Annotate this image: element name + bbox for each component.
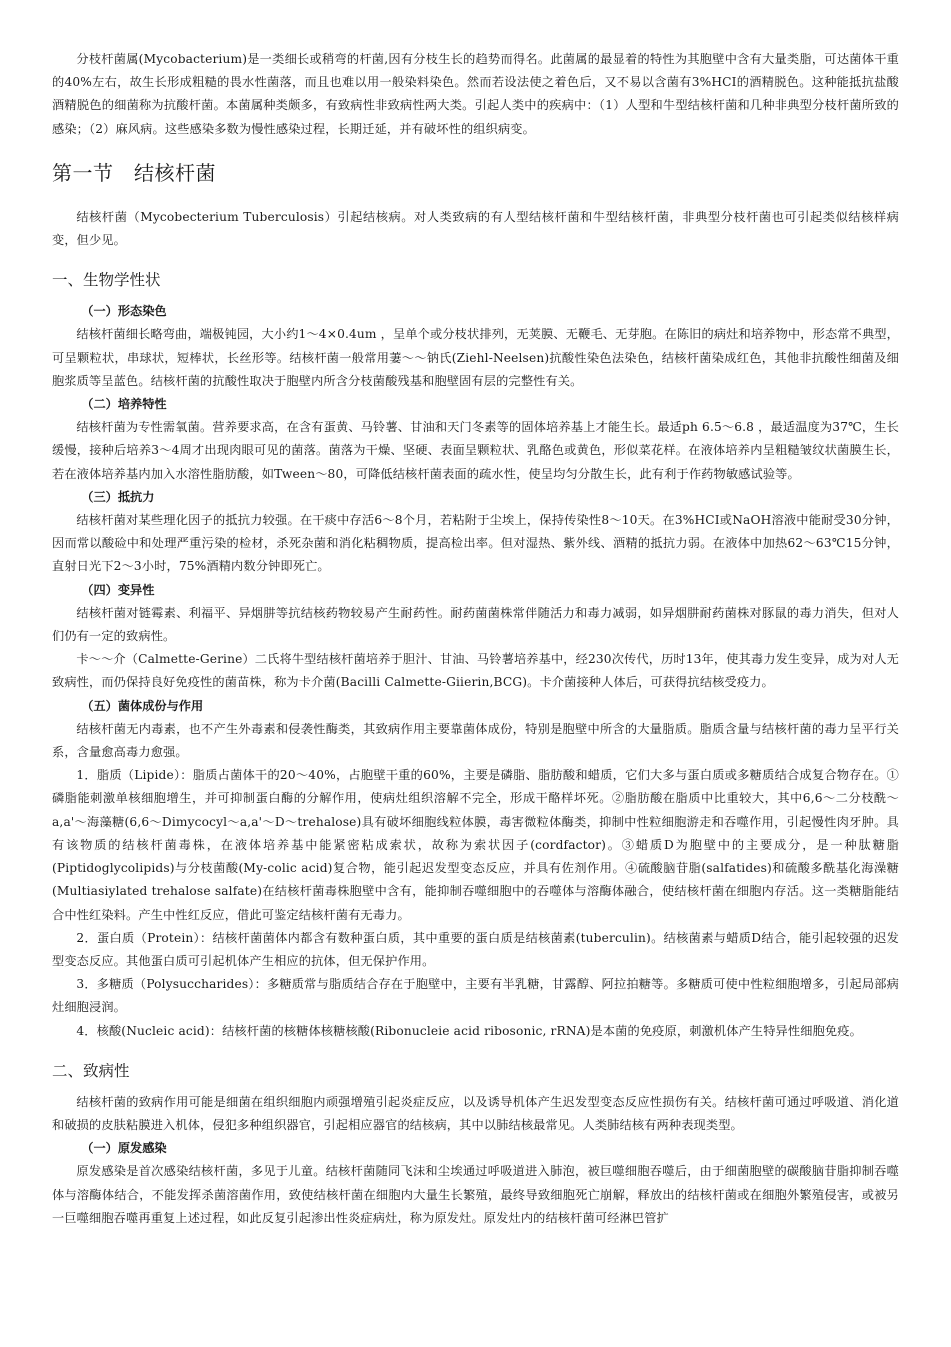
subsection-title-morphology: （一）形态染色 xyxy=(81,304,167,319)
paragraph-components-lipide: 1．脂质（Lipide）：脂质占菌体干的20～40%，占胞壁干重的60%，主要是磷脂、脂肪酸和蜡质，它们大多与蛋白质或多糖质结合成复合物存在。①磷脂能刺激单核细胞增生，并可抑制蛋白酶的分解作用，使病灶组织溶解不完全，形成干酪样坏死。②脂肪酸在脂质中比重较大，其中6,6～二分枝酰～a,a'～海藻糖(6,6～Dimycocyl～a,a'～D～trehalose)具有破坏细胞线粒体膜，毒害微粒体酶类，抑制中性粒细胞游走和吞噬作用，引起慢性肉牙肿。具有该物质的结核杆菌毒株，在液体培养基中能紧密粘成索状，故称为索状因子(cordfactor)。③蜡质D为胞壁中的主要成分，是一种肽糖脂(Piptidoglycolipids)与分枝菌酸(My-colic acid)复合物，能引起迟发型变态反应，并具有佐剂作用。④硫酸脑苷脂(salfatides)和硫酸多酰基化海澡糖(Multiasiylated trehalose salfate)在结核杆菌毒株胞壁中含有，能抑制吞噬细胞中的吞噬体与溶酶体融合，使结核杆菌在细胞内存活。这一类糖脂能结合中性红染料。产生中性红反应，借此可鉴定结核杆菌有无毒力。 xyxy=(52,768,899,922)
paragraph-variation-2: 卡～～介（Calmette-Gerine）二氏将牛型结核杆菌培养于胆汁、甘油、马铃薯培养基中，经230次传代，历时13年，使其毒力发生变异，成为对人无致病性，而仍保持良好免疫性的菌苗株，称为卡介菌(Bacilli Calmette-Giierin,BCG)。卡介菌接种人体后，可获得抗结核受疫力。 xyxy=(52,652,899,690)
paragraph-culture: 结核杆菌为专性需氧菌。营养要求高，在含有蛋黄、马铃薯、甘油和天门冬素等的固体培养基上才能生长。最适ph 6.5～6.8 ，最适温度为37℃，生长缓慢，接种后培养3～4周才出现肉眼可见的菌落。菌落为干燥、坚硬、表面呈颗粒状、乳酪色或黄色，形似菜花样。在液体培养内呈粗糙皱纹状菌膜生长，若在液体培养基内加入水溶性脂肪酸，如Tween～80，可降低结核杆菌表面的疏水性，使呈均匀分散生长，此有利于作药物敏感试验等。 xyxy=(52,420,899,481)
paragraph-pathogenicity: 结核杆菌的致病作用可能是细菌在组织细胞内顽强增殖引起炎症反应，以及诱导机体产生迟发型变态反应性损伤有关。结核杆菌可通过呼吸道、消化道和破损的皮肤粘膜进入机体，侵犯多种组织器官，引起相应器官的结核病，其中以肺结核最常见。人类肺结核有两种表现类型。 xyxy=(52,1094,899,1132)
subsection-title-variation: （四）变异性 xyxy=(81,582,155,597)
chapter-title: 第一节 结核杆菌 xyxy=(52,160,216,185)
section-title-pathogenicity: 二、致病性 xyxy=(52,1061,130,1080)
section-title-biology: 一、生物学性状 xyxy=(52,271,161,290)
paragraph-components-polysaccharide: 3．多糖质（Polysuccharides）：多糖质常与脂质结合存在于胞壁中，主要有半乳糖，甘露醇、阿拉拍糖等。多糖质可使中性粒细胞增多，引起局部病灶细胞浸润。 xyxy=(52,977,899,1015)
paragraph-components-1: 结核杆菌无内毒素，也不产生外毒素和侵袭性酶类，其致病作用主要靠菌体成份，特别是胞壁中所含的大量脂质。脂质含量与结核杆菌的毒力呈平行关系，含量愈高毒力愈强。 xyxy=(52,721,899,760)
intro-paragraph: 分枝杆菌属(Mycobacterium)是一类细长或稍弯的杆菌,因有分枝生长的趋势而得名。此菌属的最显着的特性为其胞壁中含有大量类脂，可达菌体干重的40%左右，故生长形成粗糙的畏水性菌落，而且也难以用一般染料染色。然而若设法使之着色后，又不易以含菌有3%HCI的酒精脱色。这种能抵抗盐酸酒精脱色的细菌称为抗酸杆菌。本菌属种类颇多，有致病性非致病性两大类。引起人类中的疾病中：（1）人型和牛型结核杆菌和几种非典型分枝杆菌所致的感染；（2）麻风病。这些感染多数为慢性感染过程，长期迁延，并有破坏性的组织病变。 xyxy=(52,52,899,136)
subsection-title-culture: （二）培养特性 xyxy=(81,397,167,412)
paragraph-primary-infection: 原发感染是首次感染结核杆菌，多见于儿童。结核杆菌随同飞沫和尘埃通过呼吸道进入肺泡，被巨噬细胞吞噬后，由于细菌胞壁的碳酸脑苷脂抑制吞噬体与溶酶体结合，不能发挥杀菌溶菌作用，致使结核杆菌在细胞内大量生长繁殖，最终导致细胞死亡崩解，释放出的结核杆菌或在细胞外繁殖侵害，或被另一巨噬细胞吞噬再重复上述过程，如此反复引起渗出性炎症病灶，称为原发灶。原发灶内的结核杆菌可经淋巴管扩 xyxy=(52,1164,899,1225)
subsection-title-components: （五）菌体成份与作用 xyxy=(81,698,204,713)
paragraph-resistance: 结核杆菌对某些理化因子的抵抗力较强。在干痰中存活6～8个月，若粘附于尘埃上，保持传染性8～10天。在3%HCI或NaOH溶液中能耐受30分钟，因而常以酸硷中和处理严重污染的检材，杀死杂菌和消化粘稠物质，提高检出率。但对湿热、紫外线、酒精的抵抗力弱。在液体中加热62～63℃15分钟，直射日光下2～3小时，75%酒精内数分钟即死亡。 xyxy=(52,513,899,574)
paragraph-morphology: 结核杆菌细长略弯曲，端极钝园，大小约1～4×0.4um ，呈单个或分枝状排列，无荚膜、无鞭毛、无芽胞。在陈旧的病灶和培养物中，形态常不典型，可呈颗粒状，串球状，短棒状，长丝形等。结核杆菌一般常用萋～～钠氏(Ziehl-Neelsen)抗酸性染色法染色，结核杆菌染成红色，其他非抗酸性细菌及细胞浆质等呈蓝色。结核杆菌的抗酸性取决于胞壁内所含分枝菌酸残基和胞壁固有层的完整性有关。 xyxy=(52,327,899,388)
subsection-title-primary-infection: （一）原发感染 xyxy=(81,1141,167,1156)
chapter-intro-paragraph: 结核杆菌（Mycobecterium Tuberculosis）引起结核病。对人类致病的有人型结核杆菌和牛型结核杆菌，非典型分枝杆菌也可引起类似结核样病变，但少见。 xyxy=(52,209,899,248)
paragraph-variation-1: 结核杆菌对链霉素、利福平、异烟肼等抗结核药物较易产生耐药性。耐药菌菌株常伴随活力和毒力减弱，如异烟肼耐药菌株对豚鼠的毒力消失，但对人们仍有一定的致病性。 xyxy=(52,605,899,644)
paragraph-components-protein: 2．蛋白质（Protein）：结核杆菌菌体内都含有数种蛋白质，其中重要的蛋白质是结核菌素(tuberculin)。结核菌素与蜡质D结合，能引起较强的迟发型变态反应。其他蛋白质可引起机体产生相应的抗体，但无保护作用。 xyxy=(52,930,899,968)
subsection-title-resistance: （三）抵抗力 xyxy=(81,489,155,504)
paragraph-components-nucleic-acid: 4．核酸(Nucleic acid)：结核杆菌的核糖体核糖核酸(Ribonucleie acid ribosonic, rRNA)是本菌的免疫原，刺激机体产生特异性细胞免疫。 xyxy=(76,1023,862,1038)
